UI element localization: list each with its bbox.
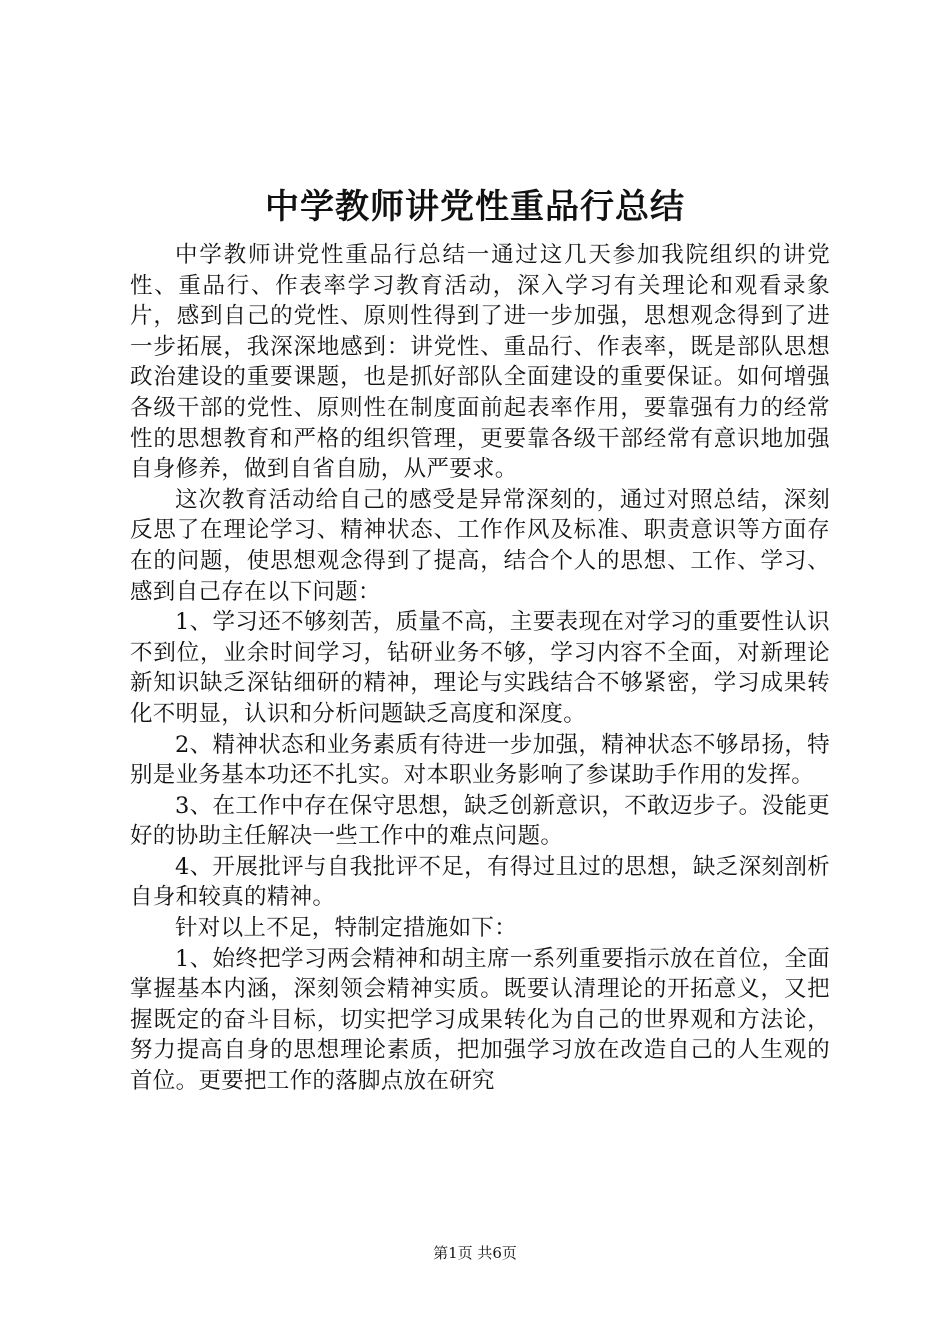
paragraph-intro: 中学教师讲党性重品行总结一通过这几天参加我院组织的讲党性、重品行、作表率学习教育活动，深入学习有关理论和观看录象片，感到自己的党性、原则性得到了进一步加强，思想观念得到了进一步拓展，我深深地感到：讲党性、重品行、作表率，既是部队思想政治建设的重要课题，也是抓好部队全面建设的重要保证。如何增强各级干部的党性、原则性在制度面前起表率作用，要靠强有力的经常性的思想教育和严格的组织管理，更要靠各级干部经常有意识地加强自身修养，做到自省自励，从严要求。 <box>130 242 830 483</box>
paragraph-problem-4: 4、开展批评与自我批评不足，有得过且过的思想，缺乏深刻剖析自身和较真的精神。 <box>130 853 830 911</box>
paragraph-problem-3: 3、在工作中存在保守思想，缺乏创新意识，不敢迈步子。没能更好的协助主任解决一些工作中的难点问题。 <box>130 792 830 850</box>
document-body <box>130 240 830 1097</box>
paragraph-problem-1: 1、学习还不够刻苦，质量不高，主要表现在对学习的重要性认识不到位，业余时间学习，钻研业务不够，学习内容不全面，对新理论新知识缺乏深钻细研的精神，理论与实践结合不够紧密，学习成果转化不明显，认识和分析问题缺乏高度和深度。 <box>130 609 830 727</box>
page-footer: 第1页 共6页 <box>433 1244 517 1262</box>
paragraph-measure-1: 1、始终把学习两会精神和胡主席一系列重要指示放在首位，全面掌握基本内涵，深刻领会精神实质。既要认清理论的开拓意义，又把握既定的奋斗目标，切实把学习成果转化为自己的世界观和方法论，努力提高自身的思想理论素质，把加强学习放在改造自己的人生观的首位。更要把工作的落脚点放在研究 <box>130 945 830 1095</box>
paragraph-measures-intro: 针对以上不足，特制定措施如下： <box>175 915 518 942</box>
document-title: 中学教师讲党性重品行总结 <box>265 187 685 227</box>
paragraph-reflection: 这次教育活动给自己的感受是异常深刻的，通过对照总结，深刻反思了在理论学习、精神状态、工作作风及标准、职责意识等方面存在的问题，使思想观念得到了提高，结合个人的思想、工作、学习、感到自己存在以下问题： <box>130 486 830 605</box>
paragraph-problem-2: 2、精神状态和业务素质有待进一步加强，精神状态不够昂扬，特别是业务基本功还不扎实。对本职业务影响了参谋助手作用的发挥。 <box>130 731 830 789</box>
